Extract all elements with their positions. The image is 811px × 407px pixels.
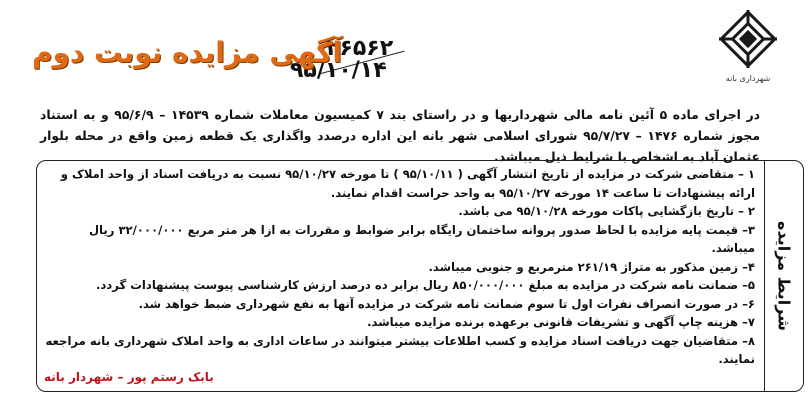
condition-item: ۳– قیمت پایه مزایده با لحاظ صدور پروانه ساختمان رایگاه برابر ضوابط و مقررات به ازا هر متر مربع ۳۲/۰۰۰/۰۰۰ ریال میباشد.: [89, 222, 755, 255]
conditions-tab: [764, 161, 803, 391]
municipality-logo: [703, 4, 793, 94]
header: [0, 0, 811, 98]
reference-date: ۹۵/۱۰/۱۴: [290, 58, 387, 83]
condition-item: ۷– هزینه چاپ آگهی و تشریفات قانونی برعهده برنده مزایده میباشد.: [367, 315, 755, 329]
ad-title: آگهی مزایده نوبت دوم: [32, 36, 343, 69]
condition-item: ۸– متقاضیان جهت دریافت اسناد مزایده و کسب اطلاعات بیشتر میتوانند در ساعات اداری به واحد املاک شهرداری بانه مراجعه نمایند.: [45, 333, 755, 366]
reference-number: ۲۶۵۶۲: [326, 36, 394, 61]
condition-item: ۲ – تاریخ بازگشایی پاکات مورخه ۹۵/۱۰/۲۸ می باشد.: [458, 204, 755, 218]
signature: بابک رستم پور – شهردار بانه: [44, 370, 214, 384]
intro-paragraph: در اجرای ماده ۵ آئین نامه مالی شهرداریها و در راستای بند ۷ کمیسیون معاملات شماره ۱۴۵۳۹ – ۹۵/۶/۹ و به استناد مجوز شماره ۱۴۷۶ – ۹۵/۷/۲۷ شورای اسلامی شهر بانه این اداره درصدد واگذاری یک قطعه زمین واقع در محله بلوار عثمان آباد به اشخاص با شرایط ذیل میباشد.: [40, 107, 760, 164]
logo-emblem-icon: [715, 6, 781, 72]
logo-caption: شهرداری بانه: [725, 74, 771, 83]
condition-item: ۴– زمین مذکور به متراژ ۲۶۱/۱۹ مترمربع و جنوبی میباشد.: [428, 259, 755, 274]
condition-item: ۵– ضمانت نامه شرکت در مزایده به مبلغ ۸۵۰/۰۰۰/۰۰۰ ریال برابر ده درصد ارزش کارشناسی پیوست پیشنهادات گردد.: [95, 278, 755, 292]
conditions-list: [43, 165, 755, 369]
condition-item: ۱ – متقاضی شرکت در مزایده از تاریخ انتشار آگهی ( ۹۵/۱۰/۱۱ ) تا مورخه ۹۵/۱۰/۲۷ نسبت به دریافت اسناد از واحد املاک و ارائه پیشنهادات تا ساعت ۱۴ مورخه ۹۵/۱۰/۲۷ به واحد حراست اقدام نمایند.: [60, 167, 755, 200]
conditions-tab-label: شرایط مزایده: [774, 221, 794, 331]
conditions-box: [36, 160, 804, 392]
condition-item: ۶– در صورت انصراف نفرات اول تا سوم ضمانت نامه شرکت در مزایده آنها به نفع شهرداری ضبط خواهد شد.: [138, 296, 755, 311]
